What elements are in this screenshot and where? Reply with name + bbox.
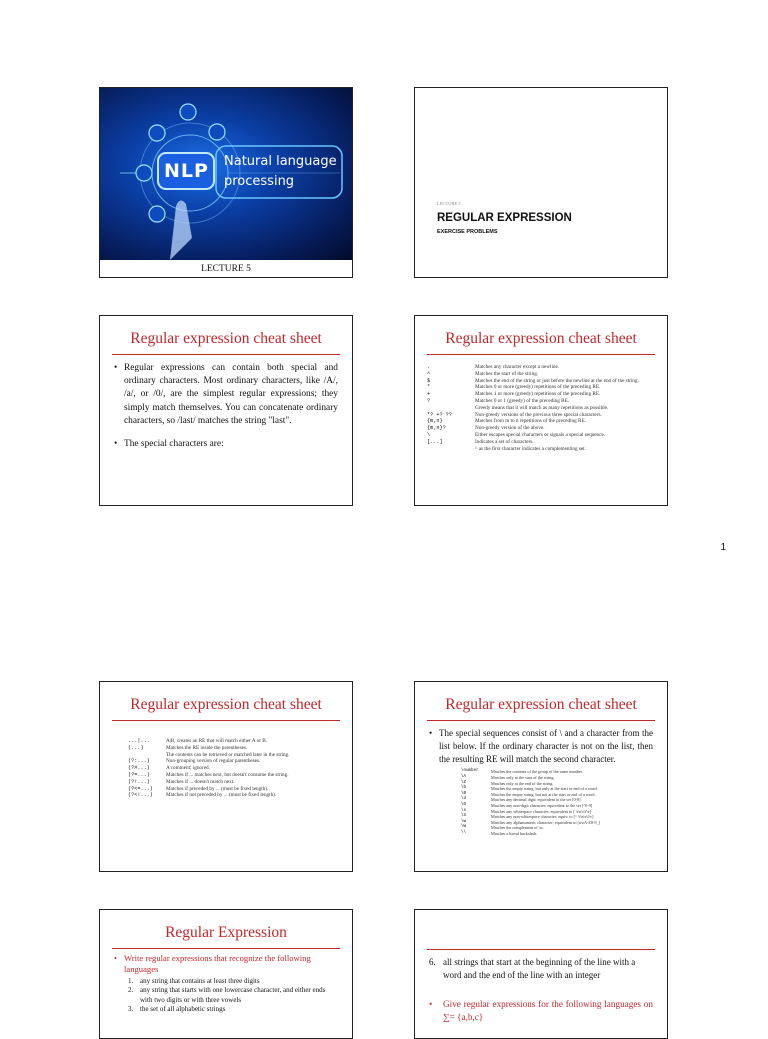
table-row	[427, 364, 655, 371]
table-desc: Non-grouping version of regular parentheses.	[166, 758, 261, 765]
table-desc: Non-greedy version of the above.	[475, 425, 545, 432]
table-desc: Matches the RE inside the parentheses.	[166, 744, 248, 751]
list-item: 1. any string that contains at least three digits	[128, 977, 260, 985]
table-desc: Matches if ... matches next, but doesn't consume the string.	[166, 771, 289, 778]
table-key: {m,n}	[427, 418, 443, 425]
table-key: (?#...)	[128, 765, 150, 772]
table-row	[128, 765, 340, 772]
slide-2	[414, 87, 668, 278]
table-desc: Matches the complement of \w.	[491, 825, 544, 831]
nlp-title-line1: Natural language	[224, 154, 337, 169]
table-row	[128, 745, 340, 752]
table-key: (?<!...)	[128, 792, 153, 799]
table-desc: Matches any character except a newline.	[475, 364, 560, 370]
table-key: \S	[461, 814, 467, 819]
table-key: $	[427, 377, 431, 384]
title-divider	[427, 354, 655, 355]
table-key: \	[427, 431, 431, 438]
slide-4-title: Regular expression cheat sheet	[445, 330, 637, 347]
table-key: \number	[461, 769, 479, 774]
slide-2-subtitle: EXERCISE PROBLEMS	[437, 229, 498, 235]
slide-3-bullet-2: • The special characters are:	[100, 438, 352, 451]
nlp-badge-text: NLP	[164, 160, 209, 182]
slide-5	[99, 681, 353, 872]
slide-3-bullet-1: • Regular expressions can contain both special and ordinary characters. Most ordinary characters, like /A/, /a/, or /0/, are the simplest regular expressions; they simply match themselves. You can concatenate ordinary characters, so /last/ matches the string "last".	[100, 362, 352, 428]
table-key: [...]	[427, 438, 443, 445]
table-desc: Matches if not preceded by ... (must be fixed length).	[166, 792, 277, 799]
table-desc: Matches only at the end of the string.	[491, 780, 554, 786]
table-row	[461, 831, 655, 837]
table-desc: Matches if preceded by ... (must be fixed length).	[166, 785, 269, 792]
title-divider	[112, 948, 340, 949]
table-key: (?:...)	[128, 758, 150, 765]
table-key: *	[427, 384, 431, 391]
table-row	[128, 772, 340, 779]
table-key: \A	[461, 774, 467, 779]
table-row	[427, 425, 655, 432]
slide-7-bullet: • Write regular expressions that recognize the following languages	[100, 953, 352, 975]
table-desc: Matches the empty string, but only at the start or end of a word.	[491, 786, 598, 792]
table-desc: Matches 0 or 1 (greedy) of the preceding RE.	[475, 397, 570, 404]
page-number: 1	[720, 542, 726, 553]
table-key: *? +? ??	[427, 411, 452, 418]
exercise-text: any string that contains at least three digits	[140, 977, 260, 985]
table-desc: Indicates a set of characters.	[475, 438, 534, 445]
table-desc: Matches only at the start of the string.	[491, 774, 555, 780]
table-desc: Non-greedy versions of the previous three special characters.	[475, 411, 602, 418]
table-desc: Matches any non-digit character; equivalent to the set [^0-9]	[491, 802, 593, 808]
table-desc: Matches any decimal digit; equivalent to the set [0-9]	[491, 797, 581, 803]
title-divider	[112, 720, 340, 721]
table-key: \W	[461, 825, 467, 830]
table-desc: The contents can be retrieved or matched later in the string.	[166, 751, 290, 758]
slide-1-caption: LECTURE 5	[201, 264, 251, 274]
table-desc: Either escapes special characters or signals a special sequence.	[475, 431, 606, 438]
nlp-title-line2: processing	[224, 174, 295, 189]
table-key	[128, 752, 166, 759]
grouping-constructs-table	[128, 738, 340, 799]
slide-8-bullet: • Give regular expressions for the following languages on ∑= {a,b,c}	[415, 998, 667, 1024]
table-key: ^	[427, 370, 431, 377]
slide-2-lecture-label: LECTURE 5	[437, 201, 461, 206]
table-row	[128, 738, 340, 745]
slide-3-title: Regular expression cheat sheet	[130, 330, 322, 347]
table-key: \s	[461, 808, 467, 813]
special-characters-table	[427, 364, 655, 452]
table-desc: Matches any non-whitespace character; equiv. to [^ \t\n\r\f\v]	[491, 814, 594, 820]
table-key: .	[427, 364, 431, 370]
table-key	[427, 446, 475, 453]
table-desc: Matches a literal backslash.	[491, 830, 538, 836]
slide-3	[99, 315, 353, 506]
title-divider	[427, 720, 655, 721]
exercise-list	[128, 977, 338, 1015]
list-item: 3. the set of all alphabetic strings	[128, 1005, 226, 1014]
table-desc: Matches the empty string, but not at the start or end of a word.	[491, 791, 596, 797]
table-desc: ^ as the first character indicates a complementing set.	[475, 445, 586, 452]
slide-6-title: Regular expression cheat sheet	[445, 696, 637, 713]
slide-5-title: Regular expression cheat sheet	[130, 696, 322, 713]
table-desc: Matches the end of the string or just before the newline at the end of the string.	[475, 377, 639, 384]
exercise-item-6	[429, 956, 653, 981]
title-divider	[112, 354, 340, 355]
nlp-banner-image	[100, 88, 353, 260]
table-key: (...)	[128, 744, 144, 751]
item-number: 6.	[429, 957, 436, 967]
table-desc: Matches the start of the string.	[475, 370, 539, 377]
table-key	[427, 405, 475, 412]
table-row	[128, 792, 340, 799]
table-key: ...|...	[128, 738, 150, 744]
slide-6-bullet: • The special sequences consist of \ and a character from the list below. If the ordinary character is not on the list, then the resulting RE will match the second character.	[415, 727, 667, 765]
table-row	[427, 405, 655, 412]
table-key: \d	[461, 797, 467, 802]
table-key: {m,n}?	[427, 425, 446, 432]
table-desc: Matches if ... doesn't match next.	[166, 778, 235, 785]
table-key: (?<=...)	[128, 785, 153, 792]
table-row	[427, 391, 655, 398]
slide-4	[414, 315, 668, 506]
table-key: ?	[427, 397, 431, 404]
table-desc: Matches 1 or more (greedy) repetitions of the preceding RE.	[475, 391, 601, 398]
slide-7	[99, 909, 353, 1039]
table-desc: Matches any whitespace character; equivalent to [ \t\n\r\f\v]	[491, 808, 592, 814]
table-key: \B	[461, 791, 467, 796]
table-desc: Greedy means that it will match as many repetitions as possible.	[475, 404, 609, 411]
table-key: \\	[461, 830, 467, 835]
table-key: +	[427, 391, 431, 398]
list-item: 2. any string that starts with one lowercase character, and either ends with two digits or with three vowels	[128, 986, 338, 1005]
table-desc: Matches 0 or more (greedy) repetitions of the preceding RE.	[475, 384, 601, 391]
table-desc: Matches from m to n repetitions of the preceding RE.	[475, 418, 586, 425]
table-row	[427, 446, 655, 453]
special-sequences-table	[461, 769, 655, 836]
table-desc: A|B, creates an RE that will match either A or B.	[166, 738, 268, 744]
title-divider	[427, 949, 655, 950]
slide-2-title: REGULAR EXPRESSION	[437, 212, 572, 224]
table-desc: Matches any alphanumeric character; equivalent to [a-zA-Z0-9_]	[491, 819, 601, 825]
slide-1	[99, 87, 353, 278]
table-row	[427, 398, 655, 405]
table-key: \b	[461, 786, 467, 791]
table-row	[427, 371, 655, 378]
table-key: \Z	[461, 780, 467, 785]
table-key: (?!...)	[128, 778, 150, 785]
slide-7-title: Regular Expression	[165, 924, 287, 941]
table-key: (?=...)	[128, 771, 150, 778]
exercise-text: all strings that start at the beginning of the line with a word and the end of the line with an integer	[443, 957, 636, 980]
table-row	[427, 432, 655, 439]
table-desc: A comment; ignored.	[166, 765, 210, 772]
table-row	[427, 439, 655, 446]
table-key: \D	[461, 802, 467, 807]
exercise-text: the set of all alphabetic strings	[140, 1005, 226, 1014]
exercise-text: any string that starts with one lowercase character, and either ends with two digits or with three vowels	[140, 986, 326, 1004]
table-row	[128, 779, 340, 786]
table-desc: Matches the contents of the group of the same number.	[491, 769, 583, 775]
slide-6	[414, 681, 668, 872]
table-key: \w	[461, 819, 467, 824]
slide-8	[414, 909, 668, 1039]
table-row	[128, 758, 340, 765]
